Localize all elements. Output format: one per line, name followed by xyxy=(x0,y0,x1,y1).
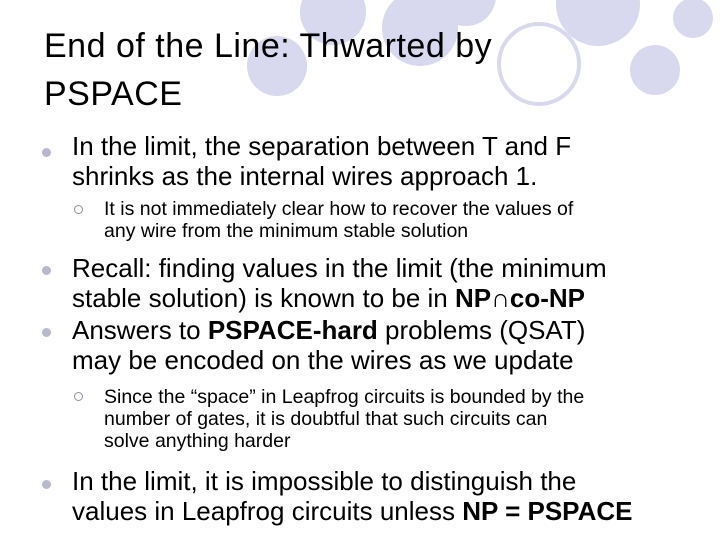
bullet-dot-icon xyxy=(42,328,51,337)
title-line-2: PSPACE xyxy=(44,75,183,113)
sub-bullet-1 xyxy=(104,198,674,242)
bullet-3-prefix: Answers to xyxy=(72,315,208,345)
bullet-dot-icon xyxy=(42,148,51,157)
sub-bullet-ring-icon xyxy=(74,392,83,401)
sub-bullet-1-line-1: It is not immediately clear how to recover the values of xyxy=(104,198,574,220)
bullet-4 xyxy=(72,466,692,526)
sub-bullet-ring-icon xyxy=(74,205,83,214)
bullet-4-np-equals-pspace: NP = PSPACE xyxy=(462,496,633,526)
bullet-3-line-1 xyxy=(72,315,692,345)
bullet-3 xyxy=(72,315,692,375)
sub-bullet-2-line-1: Since the “space” in Leapfrog circuits is bounded by the xyxy=(104,386,585,408)
decor-circle-7 xyxy=(630,45,680,95)
sub-bullet-1-line-2: any wire from the minimum stable solution xyxy=(104,220,469,242)
bullet-3-suffix: problems (QSAT) xyxy=(377,315,586,345)
bullet-2-line-1: Recall: finding values in the limit (the minimum xyxy=(72,253,607,283)
sub-bullet-2-line-3: solve anything harder xyxy=(104,430,291,452)
sub-bullet-2 xyxy=(104,386,674,452)
bullet-dot-icon xyxy=(42,266,51,275)
bullet-2-line-2-text: stable solution) is known to be in xyxy=(72,283,455,313)
bullet-4-line-2 xyxy=(72,496,692,526)
bullet-4-line-2-text: values in Leapfrog circuits unless xyxy=(72,496,463,526)
bullet-1-line-1: In the limit, the separation between T and F xyxy=(72,131,572,161)
bullet-3-line-2: may be encoded on the wires as we update xyxy=(72,345,574,375)
sub-bullet-2-line-2: number of gates, it is doubtful that such circuits can xyxy=(104,408,548,430)
slide-title xyxy=(44,22,544,118)
bullet-2-line-2 xyxy=(72,283,692,313)
title-line-1: End of the Line: Thwarted by xyxy=(44,27,493,65)
bullet-4-line-1: In the limit, it is impossible to distinguish the xyxy=(72,466,577,496)
bullet-dot-icon xyxy=(42,480,51,489)
bullet-2 xyxy=(72,253,692,313)
bullet-3-pspace-hard: PSPACE-hard xyxy=(207,315,378,345)
decor-circle-8 xyxy=(673,0,713,38)
bullet-1-line-2: shrinks as the internal wires approach 1. xyxy=(72,161,538,191)
bullet-2-complexity-class: NP∩co-NP xyxy=(455,283,586,313)
bullet-1 xyxy=(72,131,692,191)
